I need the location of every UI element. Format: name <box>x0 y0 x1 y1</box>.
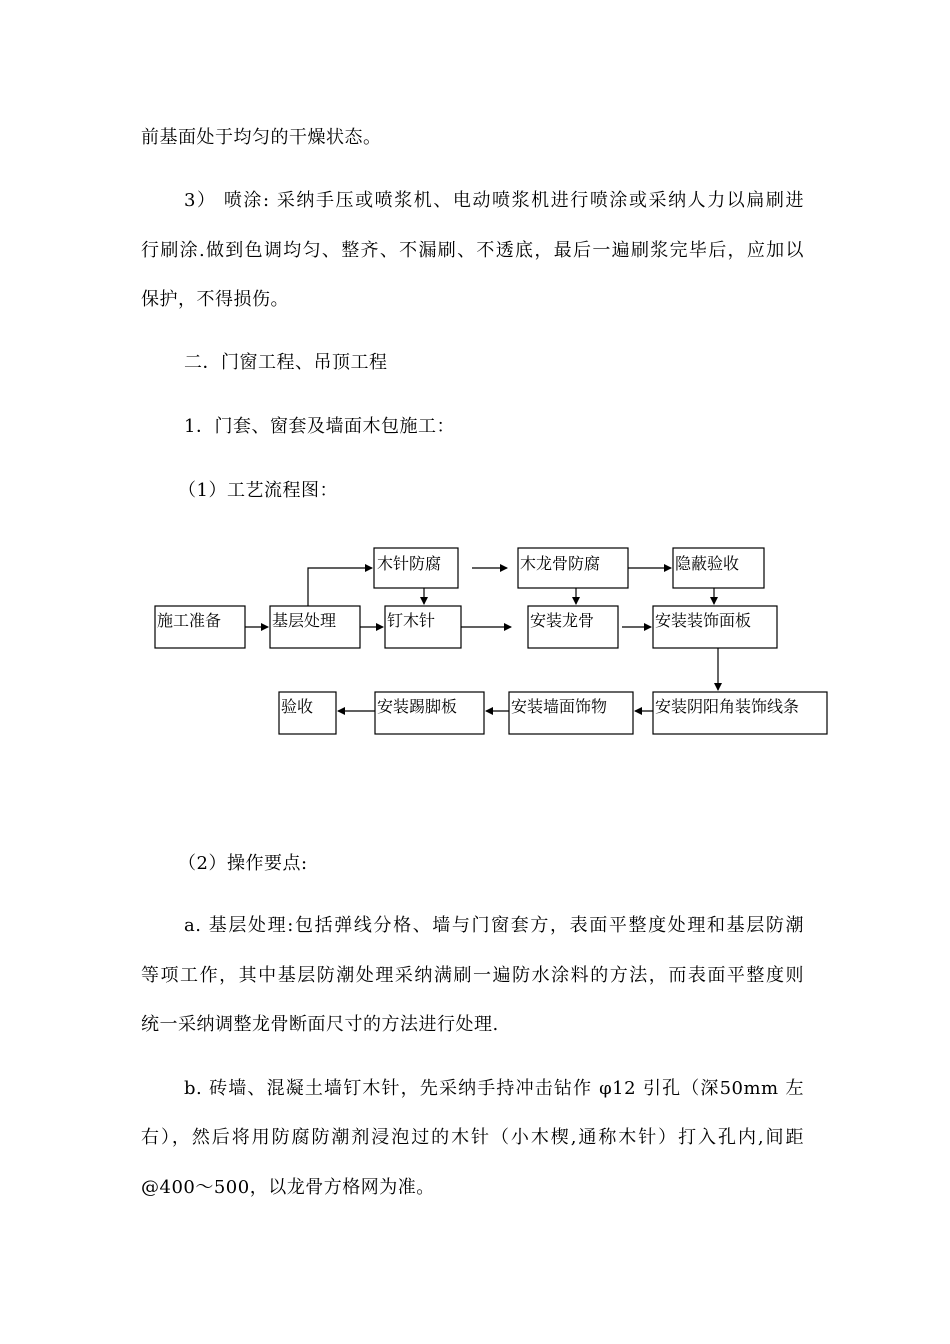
paragraph-line: 右），然后将用防腐防潮剂浸泡过的木针（小木楔,通称木针）打入孔内,间距 <box>141 1127 804 1148</box>
svg-text:安装墙面饰物: 安装墙面饰物 <box>511 697 608 716</box>
paragraph-line: 3） 喷涂: 采纳手压或喷浆机、电动喷浆机进行喷涂或采纳人力以扁刷进 <box>184 190 804 211</box>
flow-box-hidden-inspect <box>673 548 764 588</box>
svg-text:验收: 验收 <box>281 697 314 716</box>
paragraph-line: 保护，不得损伤。 <box>141 289 289 310</box>
svg-text:木龙骨防腐: 木龙骨防腐 <box>520 554 601 573</box>
svg-text:基层处理: 基层处理 <box>272 611 337 630</box>
svg-text:施工准备: 施工准备 <box>157 611 222 630</box>
svg-text:安装龙骨: 安装龙骨 <box>530 611 595 630</box>
subsection-heading: （2）操作要点: <box>178 853 308 874</box>
flow-box-base <box>270 606 360 648</box>
flow-arrow <box>308 568 372 606</box>
svg-text:木针防腐: 木针防腐 <box>377 554 442 573</box>
paragraph-line: 等项工作，其中基层防潮处理采纳满刷一遍防水涂料的方法，而表面平整度则 <box>141 965 804 986</box>
paragraph-line: b. 砖墙、混凝土墙钉木针，先采纳手持冲击钻作 φ12 引孔（深50mm 左 <box>184 1078 804 1099</box>
svg-text:安装装饰面板: 安装装饰面板 <box>655 611 752 630</box>
flow-box-nail <box>385 606 461 648</box>
paragraph-line: 统一采纳调整龙骨断面尺寸的方法进行处理. <box>141 1014 499 1035</box>
flow-box-keel-antirot <box>518 548 628 588</box>
flow-box-prep <box>155 606 245 648</box>
paragraph-line: @400～500，以龙骨方格网为准。 <box>141 1177 435 1198</box>
flow-box-skirting <box>375 692 484 734</box>
flow-box-corner-lines <box>653 692 827 734</box>
svg-text:隐蔽验收: 隐蔽验收 <box>675 554 740 573</box>
section-heading: 二．门窗工程、吊顶工程 <box>184 352 388 373</box>
flow-box-wall-decor <box>509 692 633 734</box>
paragraph-line: 前基面处于均匀的干燥状态。 <box>141 127 382 148</box>
svg-text:钉木针: 钉木针 <box>387 611 436 630</box>
subsection-heading: 1．门套、窗套及墙面木包施工： <box>184 416 455 437</box>
paragraph-line: 行刷涂.做到色调均匀、整齐、不漏刷、不透底，最后一遍刷浆完毕后，应加以 <box>141 240 804 261</box>
flow-box-accept <box>279 692 336 734</box>
subsection-heading: （1）工艺流程图： <box>178 480 338 501</box>
flow-box-install-panel <box>653 606 777 648</box>
svg-text:安装阴阳角装饰线条: 安装阴阳角装饰线条 <box>655 697 800 716</box>
flow-box-install-keel <box>528 606 618 648</box>
paragraph-line: a. 基层处理:包括弹线分格、墙与门窗套方，表面平整度处理和基层防潮 <box>184 915 804 936</box>
flow-box-antirot <box>374 548 458 588</box>
svg-text:安装踢脚板: 安装踢脚板 <box>377 697 458 716</box>
